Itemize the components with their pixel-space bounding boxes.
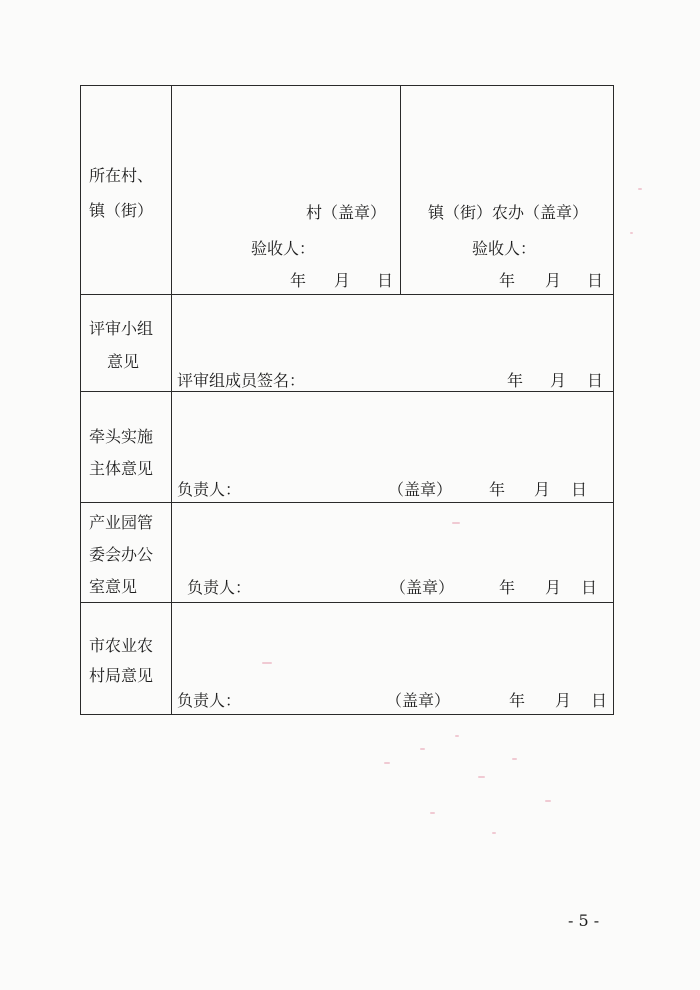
stamp-bleed-mark	[430, 812, 435, 814]
stamp-bleed-mark	[545, 800, 551, 802]
date-day: 日	[591, 691, 608, 710]
stamp-bleed-mark	[455, 735, 459, 737]
date-month: 月	[534, 480, 551, 499]
acceptor-label: 验收人：	[472, 239, 537, 258]
row-divider	[80, 602, 614, 603]
date-day: 日	[587, 371, 604, 390]
village-stamp-label: 村（盖章）	[306, 203, 387, 222]
table-border-bottom	[80, 714, 614, 715]
date-month: 月	[555, 691, 572, 710]
table-border-top	[80, 85, 614, 86]
date-year: 年	[507, 371, 524, 390]
date-day: 日	[377, 271, 394, 290]
date-year: 年	[290, 271, 307, 290]
responsible-person-label: 负责人：	[177, 480, 242, 499]
row-label-line: 村局意见	[89, 666, 154, 685]
responsible-person-label: 负责人：	[177, 691, 242, 710]
date-month: 月	[550, 371, 567, 390]
row-label-line: 意见	[107, 352, 140, 371]
stamp-bleed-mark	[452, 522, 460, 524]
page-number: - 5 -	[568, 911, 600, 930]
row-label-line: 所在村、	[89, 166, 154, 185]
date-year: 年	[499, 271, 516, 290]
date-day: 日	[587, 271, 604, 290]
date-year: 年	[499, 578, 516, 597]
review-signature-label: 评审组成员签名：	[177, 371, 306, 390]
row-divider	[80, 391, 614, 392]
stamp-label: （盖章）	[388, 480, 453, 499]
stamp-bleed-mark	[262, 662, 272, 664]
row-label-line: 镇（街）	[89, 201, 154, 220]
date-month: 月	[545, 578, 562, 597]
row-label-line: 市农业农	[89, 636, 154, 655]
responsible-person-label: 负责人：	[187, 578, 252, 597]
row-divider	[80, 502, 614, 503]
row-label-line: 评审小组	[89, 319, 154, 338]
stamp-label: （盖章）	[386, 691, 451, 710]
date-year: 年	[509, 691, 526, 710]
row-label-line: 委会办公	[89, 545, 154, 564]
stamp-bleed-mark	[512, 758, 517, 760]
date-day: 日	[571, 480, 588, 499]
row-label-line: 室意见	[89, 577, 138, 596]
stamp-bleed-mark	[630, 232, 633, 234]
stamp-bleed-mark	[384, 762, 390, 764]
town-stamp-label: 镇（街）农办（盖章）	[428, 203, 589, 222]
date-month: 月	[334, 271, 351, 290]
column-divider-village	[400, 85, 401, 295]
stamp-label: （盖章）	[390, 578, 455, 597]
date-day: 日	[581, 578, 598, 597]
row-divider	[80, 294, 614, 295]
date-year: 年	[489, 480, 506, 499]
row-label-line: 牵头实施	[89, 427, 154, 446]
table-border-right	[613, 85, 614, 715]
stamp-bleed-mark	[420, 748, 425, 750]
stamp-bleed-mark	[492, 832, 496, 834]
stamp-bleed-mark	[478, 776, 485, 778]
date-month: 月	[545, 271, 562, 290]
stamp-bleed-mark	[638, 188, 642, 190]
acceptor-label: 验收人：	[251, 239, 316, 258]
column-divider	[171, 85, 172, 715]
row-label-line: 主体意见	[89, 459, 154, 478]
table-border-left	[80, 85, 81, 715]
row-label-line: 产业园管	[89, 513, 154, 532]
